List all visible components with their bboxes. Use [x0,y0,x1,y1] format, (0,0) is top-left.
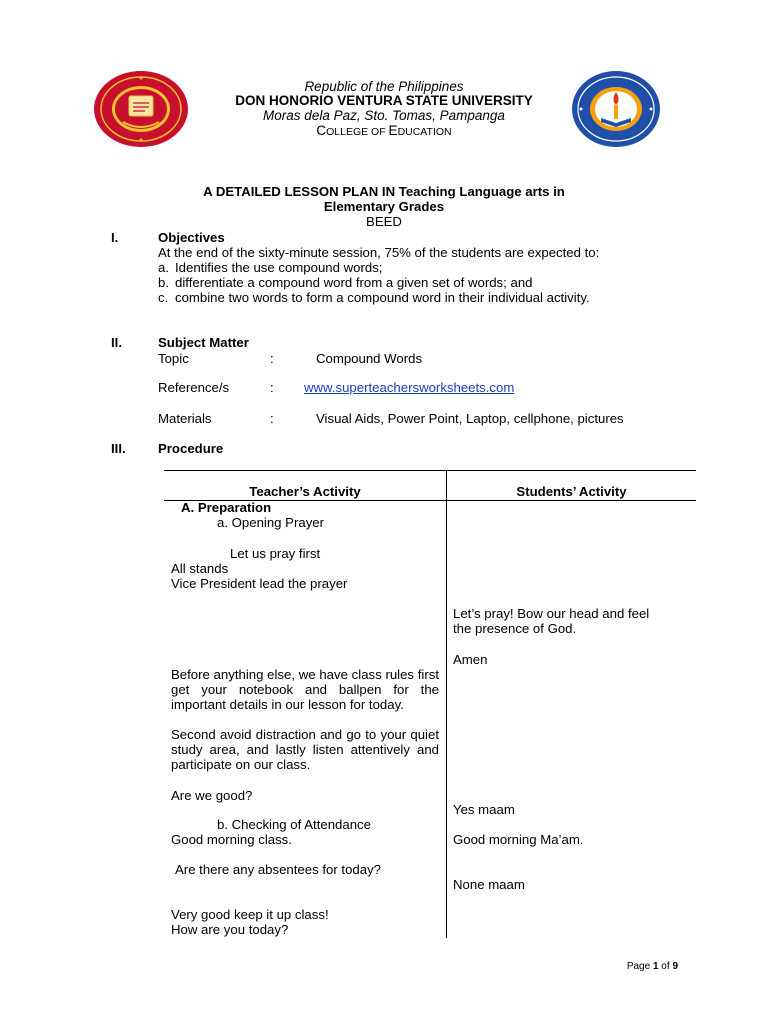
page-number: Page 1 of 9 [626,961,678,972]
materials-label: Materials [158,411,212,426]
teacher-line: Let us pray first [230,546,321,561]
table-column-divider [446,470,447,938]
topic-label: Topic [158,351,189,366]
objectives-numeral: I. [111,230,119,245]
student-line: Yes maam [453,802,515,817]
teacher-class-rules-continued: Second avoid distraction and go to your quiet study area, and lastly listen attentively and participate on our class. [171,727,439,772]
teacher-line: Are we good? [171,788,253,803]
student-line: Let’s pray! Bow our head and feel [453,606,650,621]
procedure-heading: Procedure [158,441,224,456]
teacher-activity-header: Teacher’s Activity [249,484,361,499]
objective-item-b: b. differentiate a compound word from a given set of words; and [158,275,533,290]
teacher-class-rules: Before anything else, we have class rules first get your notebook and ballpen for the important details in our lesson for today. [171,667,439,712]
objective-item-c: c. combine two words to form a compound word in their individual activity. [158,290,590,305]
lesson-plan-title: A DETAILED LESSON PLAN IN Teaching Language arts in [203,184,565,199]
procedure-numeral: III. [111,441,126,456]
republic-line: Republic of the Philippines [304,79,464,94]
objective-item-a: a. Identifies the use compound words; [158,260,383,275]
subject-matter-heading: Subject Matter [158,335,249,350]
materials-value: Visual Aids, Power Point, Laptop, cellphone, pictures [316,411,624,426]
objectives-intro: At the end of the sixty-minute session, 75% of the students are expected to: [158,245,600,260]
opening-prayer-label: a. Opening Prayer [217,515,325,530]
student-line: Amen [453,652,488,667]
topic-separator: : [270,351,274,366]
objectives-heading: Objectives [158,230,225,245]
student-line: None maam [453,877,525,892]
lesson-plan-title-line2: Elementary Grades [323,199,445,214]
student-line: the presence of God. [453,621,577,636]
teacher-line: All stands [171,561,229,576]
student-line: Good morning Ma’am. [453,832,584,847]
college-name: COLLEGE OF EDUCATION [316,123,452,138]
student-activity-header: Students’ Activity [516,484,627,499]
reference-label: Reference/s [158,380,230,395]
university-name: DON HONORIO VENTURA STATE UNIVERSITY [235,93,533,108]
teacher-line: Vice President lead the prayer [171,576,348,591]
university-address: Moras dela Paz, Sto. Tomas, Pampanga [263,108,505,123]
materials-separator: : [270,411,274,426]
section-preparation: A. Preparation [181,500,272,515]
reference-separator: : [270,380,274,395]
teacher-line: How are you today? [171,922,289,937]
subject-matter-numeral: II. [111,335,122,350]
reference-link[interactable]: www.superteachersworksheets.com [304,380,515,395]
teacher-line: Are there any absentees for today? [175,862,382,877]
teacher-line: Good morning class. [171,832,292,847]
table-top-rule [164,470,696,471]
program-label: BEED [366,214,402,229]
checking-attendance-label: b. Checking of Attendance [217,817,371,832]
topic-value: Compound Words [316,351,423,366]
teacher-line: Very good keep it up class! [171,907,329,922]
